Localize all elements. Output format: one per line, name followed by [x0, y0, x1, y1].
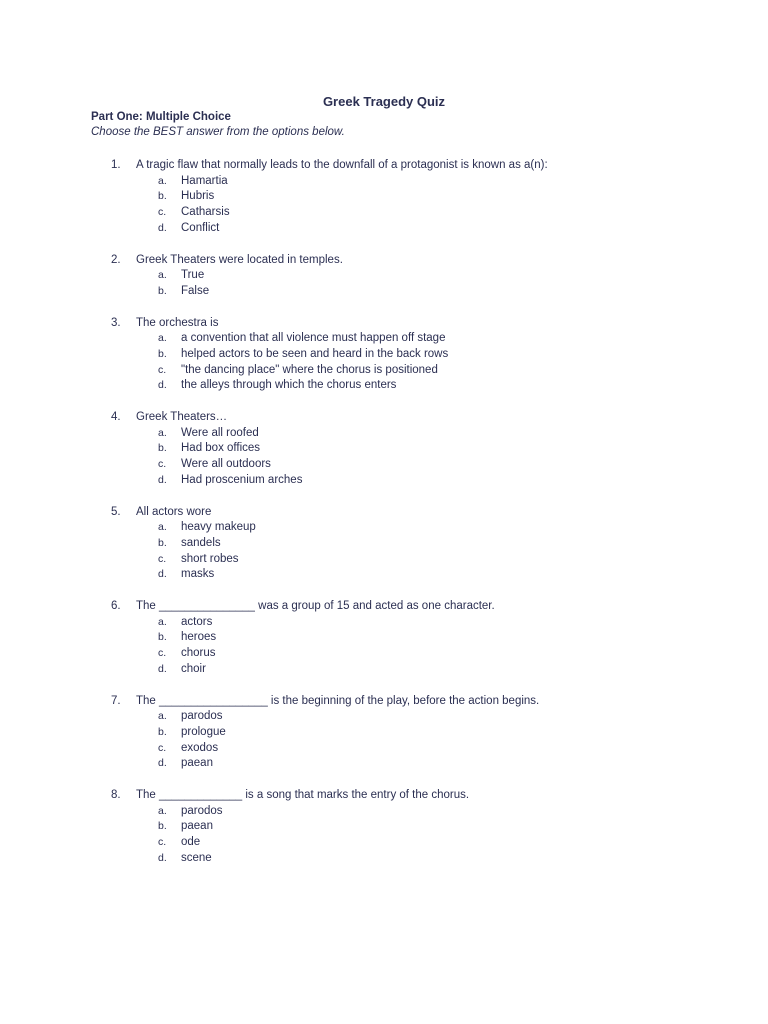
option-text: paean: [181, 757, 213, 770]
option-text: a convention that all violence must happen off stage: [181, 332, 446, 345]
question-number: 4.: [111, 411, 121, 423]
question-text: Greek Theaters…: [136, 411, 228, 423]
question-text: The _________________ is the beginning of the play, before the action begins.: [136, 694, 540, 707]
option-letter: b.: [158, 631, 167, 644]
option-letter: b.: [158, 536, 167, 549]
option-letter: c.: [158, 206, 167, 219]
option-text: sandels: [181, 536, 221, 549]
option-text: heroes: [181, 631, 217, 644]
option-letter: b.: [158, 347, 167, 360]
option-letter: a.: [158, 174, 167, 187]
option-letter: d.: [158, 568, 167, 581]
option-text: Had proscenium arches: [181, 473, 303, 486]
option-letter: a.: [158, 710, 167, 723]
option-text: Hubris: [181, 190, 215, 203]
question-number: 8.: [111, 789, 121, 801]
option-text: Hamartia: [181, 174, 228, 187]
option-letter: b.: [158, 820, 167, 833]
question-list: [0, 158, 768, 883]
option-text: parodos: [181, 804, 223, 817]
option-letter: c.: [158, 647, 167, 660]
option-letter: b.: [158, 284, 167, 297]
question-text: The orchestra is: [136, 316, 219, 329]
question-number: 6.: [111, 600, 121, 612]
option-letter: d.: [158, 757, 167, 770]
option-text: the alleys through which the chorus enters: [181, 379, 397, 392]
option-text: masks: [181, 568, 215, 581]
option-letter: c.: [158, 458, 167, 471]
question-text: Greek Theaters were located in temples.: [136, 253, 343, 266]
option-letter: d.: [158, 662, 167, 675]
option-letter: b.: [158, 442, 167, 455]
option-letter: d.: [158, 379, 167, 392]
option-letter: a.: [158, 804, 167, 817]
option-text: False: [181, 284, 210, 297]
option-letter: b.: [158, 725, 167, 738]
instructions: Choose the BEST answer from the options below.: [91, 126, 345, 138]
option-letter: d.: [158, 221, 167, 234]
option-letter: a.: [158, 332, 167, 345]
question-number: 3.: [111, 316, 121, 329]
question-7: [0, 694, 768, 789]
option-text: heavy makeup: [181, 521, 256, 534]
option-text: helped actors to be seen and heard in the back rows: [181, 347, 449, 360]
option-text: Catharsis: [181, 206, 230, 219]
question-3: [0, 316, 768, 411]
option-letter: c.: [158, 363, 167, 376]
option-text: Conflict: [181, 221, 220, 234]
option-text: "the dancing place" where the chorus is positioned: [181, 363, 438, 376]
option-text: Had box offices: [181, 442, 261, 455]
question-4: [0, 410, 768, 505]
option-text: actors: [181, 615, 213, 628]
question-number: 1.: [111, 159, 121, 171]
option-letter: a.: [158, 269, 167, 282]
option-letter: a.: [158, 615, 167, 628]
question-8: [0, 788, 768, 883]
option-letter: c.: [158, 552, 167, 565]
option-text: choir: [181, 662, 206, 675]
option-letter: b.: [158, 190, 167, 203]
option-text: short robes: [181, 552, 239, 565]
question-text: All actors wore: [136, 505, 212, 518]
option-text: Were all outdoors: [181, 458, 271, 471]
option-text: scene: [181, 851, 212, 864]
option-text: paean: [181, 820, 213, 833]
option-text: ode: [181, 836, 201, 849]
option-letter: d.: [158, 473, 167, 486]
question-number: 5.: [111, 505, 121, 518]
question-5: [0, 505, 768, 600]
part-heading: Part One: Multiple Choice: [91, 111, 231, 123]
option-letter: d.: [158, 851, 167, 864]
option-letter: c.: [158, 836, 167, 849]
option-text: True: [181, 269, 205, 282]
option-text: prologue: [181, 725, 226, 738]
option-text: parodos: [181, 710, 223, 723]
option-letter: a.: [158, 521, 167, 534]
question-6: [0, 599, 768, 694]
question-1: [0, 158, 768, 253]
question-text: A tragic flaw that normally leads to the downfall of a protagonist is known as a(n):: [136, 159, 548, 171]
option-text: exodos: [181, 741, 219, 754]
question-number: 2.: [111, 253, 121, 266]
option-text: Were all roofed: [181, 426, 259, 439]
question-number: 7.: [111, 694, 121, 707]
question-text: The _____________ is a song that marks the entry of the chorus.: [136, 789, 470, 801]
question-2: [0, 253, 768, 316]
option-text: chorus: [181, 647, 216, 660]
question-text: The _______________ was a group of 15 and acted as one character.: [136, 600, 495, 612]
quiz-title: Greek Tragedy Quiz: [322, 94, 446, 109]
option-letter: c.: [158, 741, 167, 754]
option-letter: a.: [158, 426, 167, 439]
